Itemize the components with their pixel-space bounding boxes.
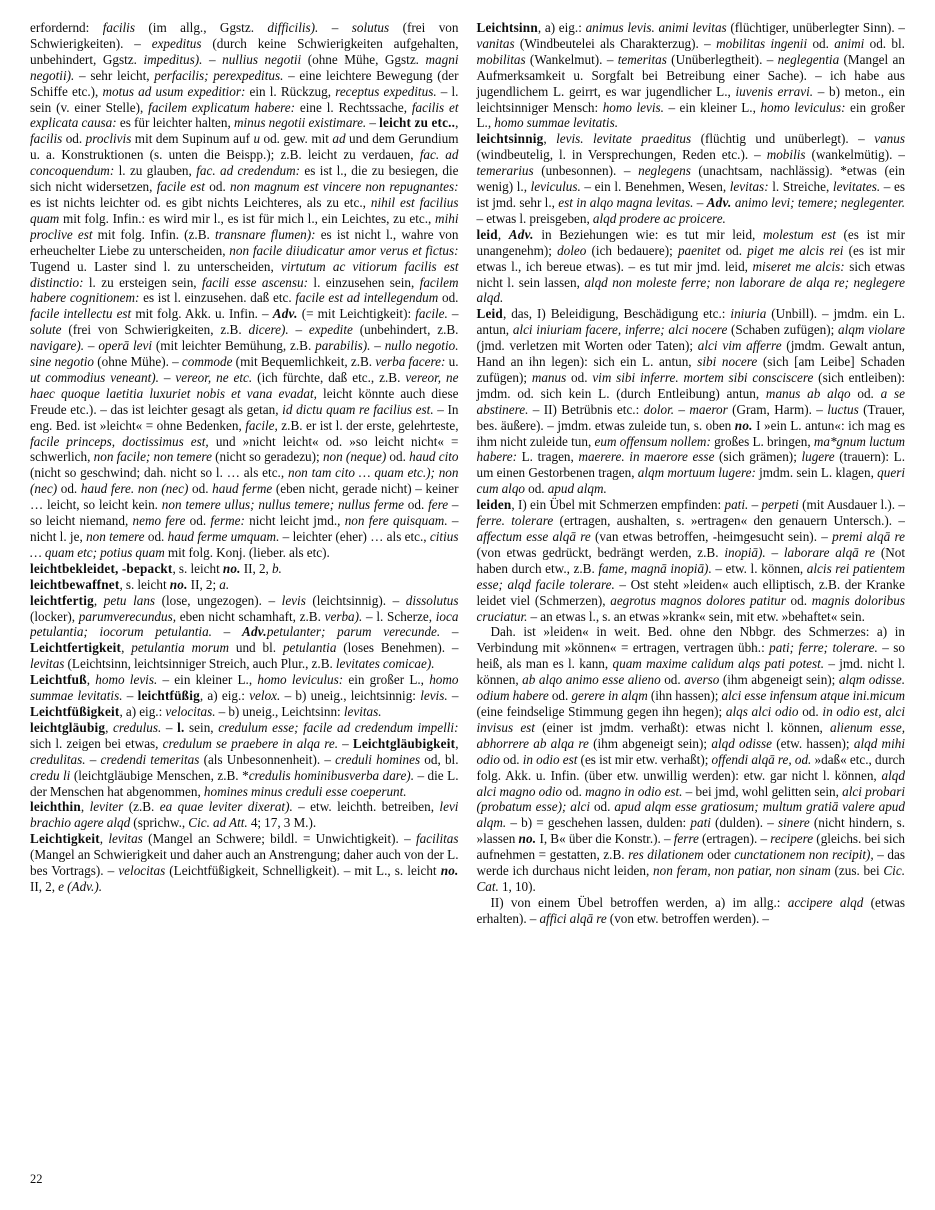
- entry-paragraph: Dah. ist »leiden« in weit. Bed. ohne den Nbbgr. des Schmerzes: a) in Verbindung mit »können« = ertragen, vertragen übh.: pati; ferre; tolerare. – so heiß, als man es l. kann, quam maxime calidum alqs pati potest. – jmd. nicht l. können, ab alqo animo esse alieno od. averso (ihm abgeneigt sein); alqm odisse. odium habere od. gerere in alqm (ihn hassen); alci esse infensum atque ini.micum (eine feindselige Stimmung gegen ihn hegen); alqs alci odio od. in odio est, alci invisus est (einer ist jmdm. verhaßt): etwas nicht l. können, alienum esse, abhorrere ab alqa re (ihm abgeneigt sein); alqd odisse (etw. hassen); alqd mihi odio od. in odio est (es ist mir etw. verhaßt); offendi alqā re, od. »daß« etc., durch folg. Akk. u. Infin. (über etw. unwillig werden): etw. gar nicht l. können, alqd alci magno odio od. magno in odio est. – bei jmd, wohl gelitten sein, alci probari (probatum esse); alci od. apud alqm esse gratiosum; multum gratiā valere apud alqm. – b) = geschehen lassen, dulden: pati (dulden). – sinere (nicht hindern, s. »lassen no. I, B« über die Konstr.). – ferre (ertragen). – recipere (gleichs. bei sich aufnehmen = gestatten, z.B. res dilationem oder cunctationem non recipit), – das werde ich durchaus nicht leiden, non feram, non patiar, non sinam (zus. bei Cic. Cat. 1, 10).: [476, 624, 905, 894]
- left-column: [30, 20, 459, 1170]
- entry-paragraph: leid, Adv. in Beziehungen wie: es tut mir leid, molestum est (es ist mir unangenehm); doleo (ich bedauere); paenitet od. piget me alcis rei (es ist mir etwas l., ich bereue etwas). – es tut mir jmd. leid, miseret me alcis: sich etwas nicht l. sein lassen, alqd non moleste ferre; non laborare de alqa re; neglegere alqd.: [476, 226, 905, 306]
- right-column: [477, 20, 906, 1170]
- entry-paragraph: Leichtsinn, a) eig.: animus levis. animi levitas (flüchtiger, unüberlegter Sinn). – vanitas (Windbeutelei als Charakterzug). – mobilitas ingenii od. animi od. bl. mobilitas (Wankelmut). – temeritas (Unüberlegtheit). – neglegentia (Mangel an Aufmerksamkeit u. Sorgfalt bei Betreibung einer Sache). – ich habe aus jugendlichem L. geirrt, es war jugendlicher L., iuvenis erravi. – b) meton., ein leichtsinniger Mensch: homo levis. – ein kleiner L., homo leviculus: ein großer L., homo summae levitatis.: [476, 20, 905, 131]
- entry-paragraph: leichthin, leviter (z.B. ea quae leviter dixerat). – etw. leichth. betreiben, levi brachio agere alqd (sprichw., Cic. ad Att. 4; 17, 3 M.).: [30, 799, 459, 831]
- text-columns: [30, 20, 905, 1170]
- entry-paragraph: II) von einem Übel betroffen werden, a) im allg.: accipere alqd (etwas erhalten). – affici alqā re (von etw. betroffen werden). –: [476, 894, 905, 926]
- entry-paragraph: leiden, I) ein Übel mit Schmerzen empfinden: pati. – perpeti (mit Ausdauer l.). – ferre. tolerare (ertragen, aushalten, s. »ertragen« den genauern Untersch.). – affectum esse alqā re (van etwas betroffen, -heimgesucht sein). – premi alqā re (von etwas gedrückt, bedrängt werden, z.B. inopiā). – laborare alqā re (Not haben durch etw., z.B. fame, magnā inopiā). – etw. l. können, alcis rei patientem esse; alqd facile tolerare. – Ost steht »leiden« auch elliptisch, z.B. der Kranke leidet viel (Schmerzen), aegrotus magnos dolores patitur od. magnis doloribus cruciatur. – an etwas l., s. an etwas »krank« sein, mit etw. »behaftet« sein.: [476, 497, 905, 624]
- entry-paragraph: leichtgläubig, credulus. – l. sein, credulum esse; facile ad credendum impelli: sich l. zeigen bei etwas, credulum se praebere in alqa re. – Leichtgläubigkeit, credulitas. – credendi temeritas (als Unbesonnenheit). – creduli homines od, bl. credu li (leichtgläubige Menschen, z.B. *credulis hominibusverba dare). – die L. der Menschen hat abgenommen, homines minus creduli esse coeperunt.: [30, 719, 459, 799]
- entry-paragraph: Leichtfuß, homo levis. – ein kleiner L., homo leviculus: ein großer L., homo summae levitatis. – leichtfüßig, a) eig.: velox. – b) uneig., leichtsinnig: levis. – Leichtfüßigkeit, a) eig.: velocitas. – b) uneig., Leichtsinn: levitas.: [30, 672, 459, 719]
- entry-paragraph: leichtsinnig, levis. levitate praeditus (flüchtig und unüberlegt). – vanus (windbeutelig, l. in Versprechungen, Reden etc.). – mobilis (wankelmütig). – temerarius (unbesonnen). – neglegens (unachtsam, nachlässig). *etwas (ein wenig) l., leviculus. – ein l. Benehmen, Wesen, levitas: l. Streiche, levitates. – es ist jmd. sehr l., est in alqo magna levitas. – Adv. animo levi; temere; neglegenter. – etwas l. preisgeben, alqd prodere ac proicere.: [476, 131, 905, 226]
- entry-paragraph: Leid, das, I) Beleidigung, Beschädigung etc.: iniuria (Unbill). – jmdm. ein L. antun, alci iniuriam facere, inferre; alci nocere (Schaben zufügen); alqm violare (jmd. verletzen mit Worten oder Taten); alci vim afferre (jmdm. Gewalt antun, Hand an ihn legen): sich ein L. antun, sibi nocere (sich [am Leibe] Schaden zufügen); manus od. vim sibi inferre. mortem sibi consciscere (sich entleiben): jmdm. od. sich kein L. (durch Entleibung) antun, manus ab alqo od. a se abstinere. – II) Betrübnis etc.: dolor. – maeror (Gram, Harm). – luctus (Trauer, bes. äußere). – jmdm. etwas zuleide tun, s. oben no. I »ein L. antun«: ich mag es ihm nicht zuleide tun, eum offensum nollem: großes L. bringen, ma*gnum luctum habere: L. tragen, maerere. in maerore esse (sich grämen); lugere (trauern): L. um einen Gestorbenen tragen, alqm mortuum lugere: jmdm. sein L. klagen, queri cum alqo od. apud alqm.: [476, 306, 905, 497]
- page-number: 22: [30, 1172, 43, 1186]
- entry-paragraph: erfordernd: facilis (im allg., Ggstz. difficilis). – solutus (frei von Schwierigkeiten). – expeditus (durch keine Schwierigkeiten aufgehalten, unbehindert, Ggstz. impeditus). – nullius negotii (ohne Mühe, Ggstz. magni negotii). – sehr leicht, perfacilis; perexpeditus. – eine leichtere Bewegung (der Schiffe etc.), motus ad usum expeditior: ein l. Rückzug, receptus expeditus. – l. sein (v. einer Stelle), facilem explicatum habere: eine l. Rechtssache, facilis et explicata causa: es für leichter halten, minus negotii existimare. – leicht zu etc.., facilis od. proclivis mit dem Supinum auf u od. gew. mit ad und dem Gerundium u. a. Konstruktionen (s. unten die Beispp.); z.B. leicht zu verdauen, fac. ad concoquendum: l. zu glauben, fac. ad credendum: es ist l., die zu besiegen, die sich nicht widersetzen, facile est od. non magnum est vincere non repugnantes: es ist nichts leichter od. es gibt nichts Leichteres, als zu etc., nihil est facilius quam mit folg. Infin.: es wird mir l., es ist für mich l., ein Leichtes, zu etc., mihi proclive est mit folg. Infin. (z.B. transnare flumen): es ist nicht l., wahre von erheuchelter Liebe zu unterscheiden, non facile diiudicatur amor verus et fictus: Tugend u. Laster sind l. zu unterscheiden, virtutum ac vitiorum facilis est distinctio: l. zu ersteigen sein, facili esse ascensu: l. einzusehen sein, facilem habere cognitionem: es ist l. einzusehen. daß etc. facile est ad intellegendum od. facile intellectu est mit folg. Akk. u. Infin. – Adv. (= mit Leichtigkeit): facile. – solute (frei von Schwierigkeiten, z.B. dicere). – expedite (unbehindert, z.B. navigare). – operā levi (mit leichter Bemühung, z.B. parabilis). – nullo negotio. sine negotio (ohne Mühe). – commode (mit Bequemlichkeit, z.B. verba facere: u. ut commodius veneant). – vereor, ne etc. (ich fürchte, daß etc., z.B. vereor, ne haec quoque laetitia luxuriet nobis et vana evadat, leicht könnte auch diese Freude etc.). – das ist leichter gesagt als getan, id dictu quam re facilius est. – In eng. Bed. ist »leicht« = ohne Bedenken, facile, z.B. er ist l. der erste, gelehrteste, facile princeps, doctissimus est, und »nicht leicht« od. »so leicht nicht« = schwerlich, non facile; non temere (nicht so geradezu); non (neque) od. haud cito (nicht so geschwind; dah. nicht so l. … als etc., non tam cito … quam etc.); non (nec) od. haud fere. non (nec) od. haud ferme (eben nicht, gerade nicht) – keiner … leicht, so leicht kein. non temere ullus; nullus temere; nullus ferme od. fere – so leicht niemand, nemo fere od. ferme: nicht leicht jmd., non fere quisquam. – nicht l. je, non temere od. haud ferme umquam. – leichter (eher) … als etc., citius … quam etc; potius quam mit folg. Konj. (lieber. als etc).: [30, 20, 459, 560]
- entry-paragraph: Leichtigkeit, levitas (Mangel an Schwere; bildl. = Unwichtigkeit). – facilitas (Mangel an Schwierigkeit und daher auch an Anstrengung; daher auch von der L. bes Vortrags). – velocitas (Leichtfüßigkeit, Schnelligkeit). – mit L., s. leicht no. II, 2, e (Adv.).: [30, 831, 459, 894]
- entry-paragraph: leichtbewaffnet, s. leicht no. II, 2; a.: [30, 576, 230, 592]
- entry-paragraph: leichtfertig, petu lans (lose, ungezogen). – levis (leichtsinnig). – dissolutus (locker), parumverecundus, eben nicht schamhaft, z.B. verba). – l. Scherze, ioca petulantia; iocorum petulantia. – Adv.petulanter; parum verecunde. – Leichtfertigkeit, petulantia morum und bl. petulantia (loses Benehmen). – levitas (Leichtsinn, leichtsinniger Streich, auch Plur., z.B. levitates comicae).: [30, 592, 459, 672]
- entry-paragraph: leichtbekleidet, -bepackt, s. leicht no. II, 2, b.: [30, 560, 282, 576]
